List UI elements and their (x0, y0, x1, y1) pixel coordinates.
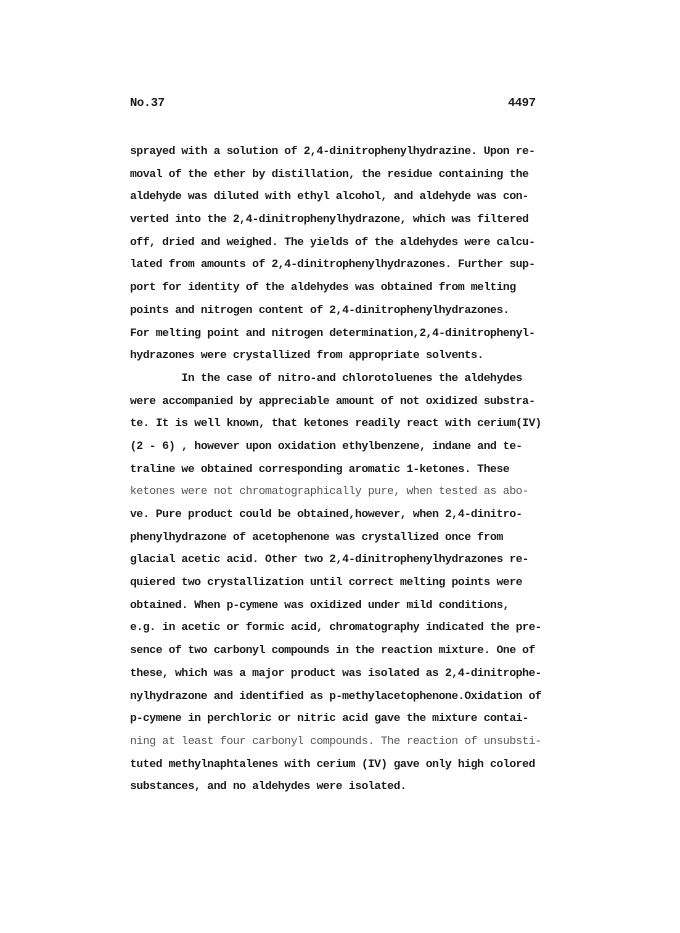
text-line: e.g. in acetic or formic acid, chromatography indicated the pre- (130, 622, 542, 635)
text-line: hydrazones were crystallized from appropriate solvents. (130, 350, 484, 363)
text-line: sprayed with a solution of 2,4-dinitrophenylhydrazine. Upon re- (130, 146, 536, 158)
text-line: glacial acetic acid. Other two 2,4-dinitrophenylhydrazones re- (130, 554, 529, 567)
text-line: substances, and no aldehydes were isolated. (130, 781, 407, 794)
text-line: ning at least four carbonyl compounds. The reaction of unsubsti- (130, 735, 542, 748)
text-line: were accompanied by appreciable amount of not oxidized substra- (130, 395, 536, 408)
text-line: these, which was a major product was isolated as 2,4-dinitrophe- (130, 667, 542, 680)
text-line: lated from amounts of 2,4-dinitrophenylhydrazones. Further sup- (130, 259, 536, 272)
text-line: points and nitrogen content of 2,4-dinitrophenylhydrazones. (130, 304, 510, 317)
text-line: In the case of nitro-and chlorotoluenes the aldehydes (130, 372, 523, 385)
text-line: For melting point and nitrogen determination,2,4-dinitrophenyl- (130, 327, 536, 340)
text-line: off, dried and weighed. The yields of the aldehydes were calcu- (130, 236, 536, 249)
journal-number: No.37 (130, 96, 165, 110)
text-line: quiered two crystallization until correct melting points were (130, 577, 523, 590)
text-line: aldehyde was diluted with ethyl alcohol, and aldehyde was con- (130, 191, 529, 204)
text-line: obtained. When p-cymene was oxidized under mild conditions, (130, 599, 510, 612)
text-line: tuted methylnaphtalenes with cerium (IV) gave only high colored (130, 758, 536, 771)
text-line: verted into the 2,4-dinitrophenylhydrazone, which was filtered (130, 214, 529, 227)
text-line: (2 - 6) , however upon oxidation ethylbenzene, indane and te- (130, 440, 523, 453)
page-number: 4497 (508, 96, 536, 110)
text-line: ketones were not chromatographically pure, when tested as abo- (130, 486, 529, 499)
text-line: nylhydrazone and identified as p-methylacetophenone.Oxidation of (130, 690, 542, 703)
body-text (130, 141, 560, 799)
text-line: sence of two carbonyl compounds in the reaction mixture. One of (130, 645, 536, 658)
text-line: ve. Pure product could be obtained,however, when 2,4-dinitro- (130, 509, 523, 521)
text-line: p-cymene in perchloric or nitric acid gave the mixture contai- (130, 713, 529, 726)
text-line: te. It is well known, that ketones readily react with cerium(IV) (130, 418, 542, 431)
text-line: traline we obtained corresponding aromatic 1-ketones. These (130, 463, 510, 476)
text-line: phenylhydrazone of acetophenone was crystallized once from (130, 531, 503, 544)
text-line: port for identity of the aldehydes was obtained from melting (130, 282, 516, 295)
text-line: moval of the ether by distillation, the residue containing the (130, 168, 529, 181)
